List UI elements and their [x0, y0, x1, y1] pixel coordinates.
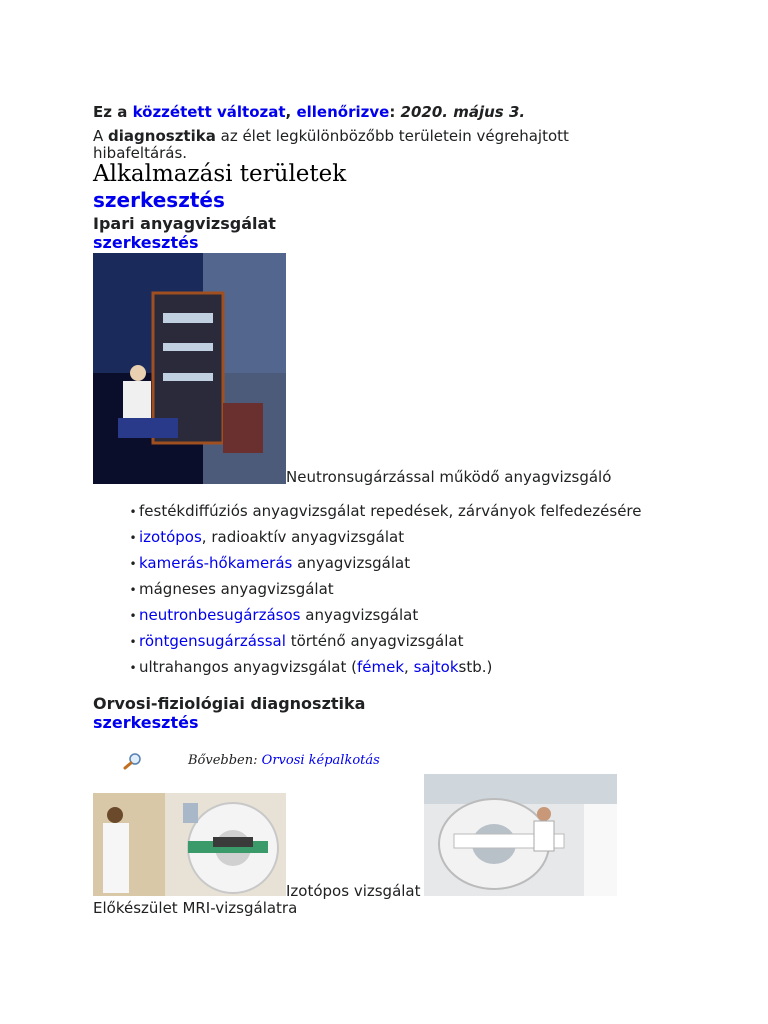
published-version-link[interactable]: közzétett változat [132, 103, 286, 121]
checked-link[interactable]: ellenőrizve [296, 103, 390, 121]
subsection-heading-industrial: Ipari anyagvizsgálat szerkesztés [93, 214, 276, 252]
list-item: • röntgensugárzással történő anyagvizsgálat [129, 632, 464, 650]
medical-imaging-link[interactable]: Orvosi képalkotás [261, 753, 380, 768]
see-also: Bővebben: Orvosi képalkotás [188, 753, 380, 768]
neutron-tester-photo[interactable] [93, 253, 286, 484]
image-caption-mri: Előkészület MRI-vizsgálatra [93, 899, 298, 917]
image-caption-neutron: Neutronsugárzással működő anyagvizsgáló [286, 468, 612, 486]
link-kameras[interactable]: kamerás-hőkamerás [139, 554, 293, 572]
list-item: • kamerás-hőkamerás anyagvizsgálat [129, 554, 411, 572]
revision-date: 2020. május 3. [400, 103, 526, 121]
image-caption-isotope: Izotópos vizsgálat [286, 882, 421, 900]
edit-section-link[interactable]: szerkesztés [93, 188, 225, 212]
link-izotopos[interactable]: izotópos [139, 528, 202, 546]
list-item: • izotópos, radioaktív anyagvizsgálat [129, 528, 405, 546]
list-item: • mágneses anyagvizsgálat [129, 580, 334, 598]
link-rontgen[interactable]: röntgensugárzással [139, 632, 286, 650]
revision-notice: Ez a közzétett változat, ellenőrizve: 2020. május 3. [93, 103, 526, 121]
list-item: • festékdiffúziós anyagvizsgálat repedések, zárványok felfedezésére [129, 502, 642, 520]
link-sajtok[interactable]: sajtok [413, 658, 459, 676]
edit-medical-link[interactable]: szerkesztés [93, 713, 199, 732]
link-neutronbesugarzasos[interactable]: neutronbesugárzásos [139, 606, 301, 624]
list-item: • ultrahangos anyagvizsgálat (fémek, sajtokstb.) [129, 658, 493, 676]
term-diagnosztika: diagnosztika [108, 127, 216, 145]
mri-prep-photo[interactable] [424, 774, 617, 896]
subsection-heading-medical: Orvosi-fiziológiai diagnosztika [93, 694, 366, 713]
industrial-methods-list [93, 500, 642, 682]
link-femek[interactable]: fémek [357, 658, 405, 676]
edit-subsection-link[interactable]: szerkesztés [93, 233, 199, 252]
magnifier-icon [123, 752, 143, 770]
intro-paragraph: A diagnosztika az élet legkülönbözőbb területein végrehajtott hibafeltárás. [93, 127, 569, 162]
isotope-exam-photo[interactable] [93, 793, 286, 896]
list-item: • neutronbesugárzásos anyagvizsgálat [129, 606, 419, 624]
section-heading-applications: Alkalmazási területek [93, 161, 347, 187]
